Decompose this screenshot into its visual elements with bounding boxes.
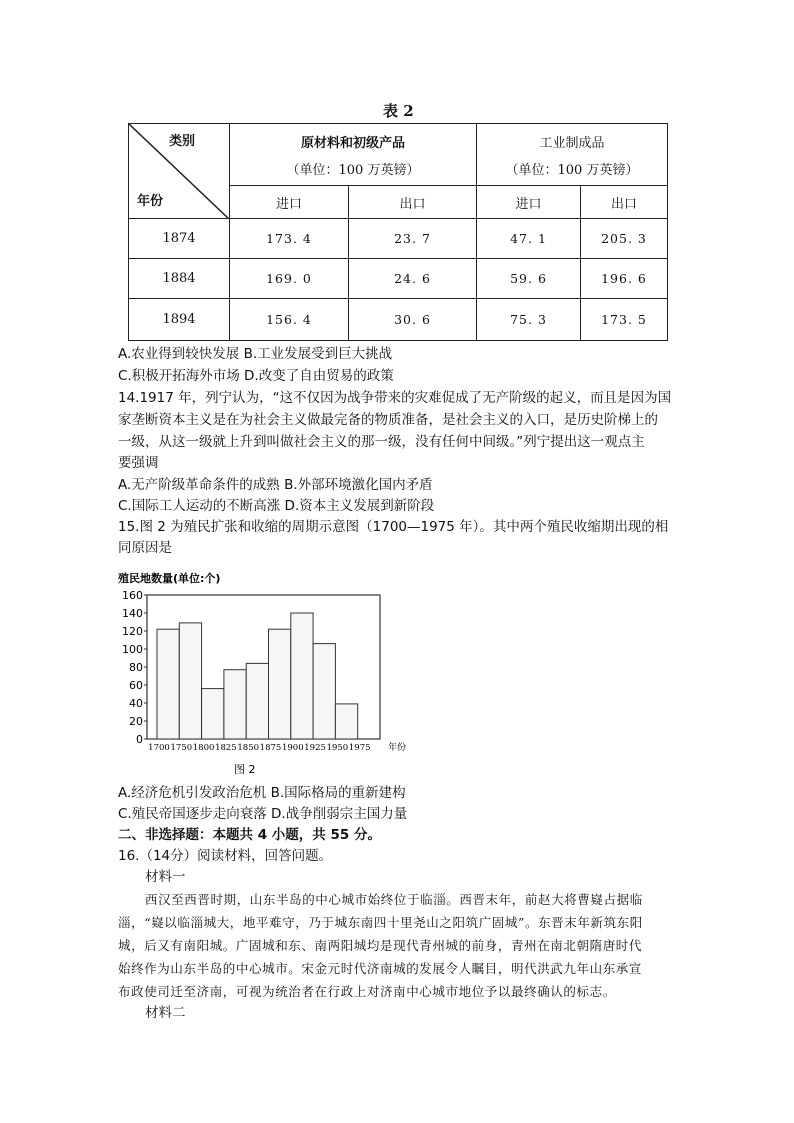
y-tick-label: 20 (129, 715, 143, 728)
y-tick-label: 60 (129, 679, 143, 692)
section-2-heading: 二、非选择题：本题共 4 小题，共 55 分。 (118, 827, 381, 843)
y-axis-label: 殖民地数量(单位:个) (118, 572, 221, 585)
bar-1800-1825 (202, 689, 224, 739)
x-tick-label: 1825 (215, 743, 237, 753)
bar-1750-1800 (179, 623, 201, 739)
x-tick-label: 1925 (304, 743, 326, 753)
x-tick-label: 1875 (259, 743, 282, 753)
sub-header: 进口 (477, 186, 581, 219)
q16-prompt: 16.（14分）阅读材料，回答问题。 (118, 848, 333, 864)
table-row: 1874 173. 4 23. 7 47. 1 205. 3 (129, 219, 668, 259)
q14-options-cd: C.国际工人运动的不断高涨 D.资本主义发展到新阶段 (118, 498, 435, 514)
corner-cell (129, 124, 230, 219)
material-1-text: 城，后又有南阳城。广固城和东、南两阳城均是现代青州城的前身，青州在南北朝隋唐时代 (118, 938, 643, 953)
y-tick-label: 120 (122, 625, 143, 638)
q14-line: 一级，从这一级就上升到叫做社会主义的那一级，没有任何中间级。”列宁提出这一观点主 (118, 434, 645, 450)
x-axis-label: 年份 (388, 743, 407, 753)
q13-options-cd: C.积极开拓海外市场 D.改变了自由贸易的政策 (118, 368, 394, 384)
y-tick-label: 140 (122, 607, 143, 620)
bar-1950-1975 (335, 704, 357, 739)
table-caption: 表 2 (383, 102, 414, 120)
x-tick-label: 1800 (192, 743, 215, 753)
x-tick-label: 1975 (348, 743, 371, 753)
q14-line: 家垄断资本主义是在为社会主义做最完备的物质准备，是社会主义的入口，是历史阶梯上的 (118, 412, 658, 428)
q15-options-ab: A.经济危机引发政治危机 B.国际格局的重新建构 (118, 785, 406, 801)
q15-line: 15.图 2 为殖民扩张和收缩的周期示意图（1700—1975 年）。其中两个殖民收缩期出现的相 (118, 519, 669, 535)
q14-options-ab: A.无产阶级革命条件的成熟 B.外部环境激化国内矛盾 (118, 477, 433, 493)
x-tick-label: 1850 (237, 743, 260, 753)
bar-1850-1875 (246, 663, 268, 739)
group1-header: 原材料和初级产品 （单位：100 万英镑） (230, 124, 477, 186)
y-tick-label: 80 (129, 661, 143, 674)
q13-options-ab: A.农业得到较快发展 B.工业发展受到巨大挑战 (118, 346, 393, 362)
table-row: 1894 156. 4 30. 6 75. 3 173. 5 (129, 299, 668, 341)
sub-header: 进口 (230, 186, 349, 219)
bar-1900-1925 (291, 613, 313, 739)
q14-line: 要强调 (118, 455, 159, 471)
q15-line: 同原因是 (118, 540, 172, 556)
bar-1875-1900 (269, 629, 291, 739)
sub-header: 出口 (581, 186, 668, 219)
bar-1700-1750 (157, 629, 179, 739)
chart-title: 图 2 (234, 763, 256, 776)
material-1-text: 始终作为山东半岛的中心城市。宋金元时代济南城的发展令人瞩目，明代洪武九年山东承宣 (118, 961, 643, 976)
y-tick-label: 160 (122, 589, 143, 602)
q15-options-cd: C.殖民帝国逐步走向衰落 D.战争削弱宗主国力量 (118, 806, 408, 822)
corner-top-label: 类别 (169, 134, 196, 149)
x-tick-label: 1750 (170, 743, 193, 753)
trade-table (128, 123, 668, 341)
x-tick-label: 1950 (326, 743, 349, 753)
x-tick-label: 1700 (148, 743, 170, 753)
material-2-label: 材料二 (145, 1005, 186, 1021)
colony-bar-chart (110, 568, 440, 783)
x-tick-label: 1900 (281, 743, 304, 753)
group2-header: 工业制成品 （单位：100 万英镑） (477, 124, 668, 186)
bar-1825-1850 (224, 670, 246, 739)
bar-1925-1950 (313, 644, 335, 739)
material-1-text: 淄，“嶷以临淄城大，地平难守，乃于城东南四十里尧山之阳筑广固城”。东晋末年新筑东阳 (118, 915, 643, 930)
material-1-text: 布政使司迁至济南，可视为统治者在行政上对济南中心城市地位予以最终确认的标志。 (118, 984, 616, 999)
material-1-label: 材料一 (145, 869, 186, 885)
q14-line: 14.1917 年，列宁认为，“这不仅因为战争带来的灾难促成了无产阶级的起义，而且是因为国 (118, 390, 672, 406)
y-tick-label: 40 (129, 697, 143, 710)
y-tick-label: 100 (122, 643, 143, 656)
table-row: 1884 169. 0 24. 6 59. 6 196. 6 (129, 259, 668, 299)
sub-header: 出口 (349, 186, 477, 219)
corner-bottom-label: 年份 (137, 194, 164, 209)
y-tick-label: 0 (136, 733, 143, 746)
material-1-text: 西汉至西晋时期，山东半岛的中心城市始终位于临淄。西晋末年，前赵大将曹嶷占据临 (145, 892, 643, 907)
